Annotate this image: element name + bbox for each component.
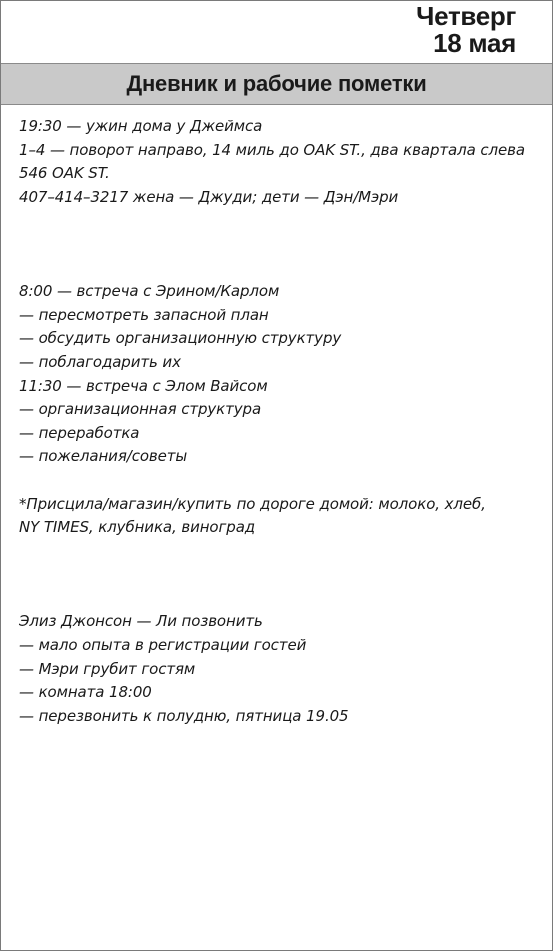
note-line-blank <box>19 587 539 611</box>
note-line-blank <box>19 233 539 257</box>
date-block <box>416 3 516 57</box>
note-line: 1–4 — поворот направо, 14 миль до OAK ST., два квартала слева <box>19 140 525 159</box>
note-line: *Присцила/магазин/купить по дороге домой: молоко, хлеб, <box>19 494 486 513</box>
note-line: 8:00 — встреча с Эрином/Карлом <box>19 282 280 301</box>
weekday-label: Четверг <box>416 1 516 31</box>
note-line: — организационная структура <box>19 400 262 419</box>
note-line: 19:30 — ужин дома у Джеймса <box>19 117 263 135</box>
note-line: — пересмотреть запасной план <box>19 305 269 324</box>
note-line: — пожелания/советы <box>19 447 188 466</box>
section-title: Дневник и рабочие пометки <box>126 71 427 96</box>
note-line: 546 OAK ST. <box>19 164 110 183</box>
note-line: — комната 18:00 <box>19 683 152 702</box>
note-line: Элиз Джонсон — Ли позвонить <box>19 612 263 631</box>
note-line: 407–414–3217 жена — Джуди; дети — Дэн/Мэри <box>19 187 399 206</box>
note-line-blank <box>19 209 539 233</box>
note-line-blank <box>19 257 539 281</box>
note-line: NY TIMES, клубника, виноград <box>19 518 256 537</box>
note-line: — мало опыта в регистрации гостей <box>19 636 307 655</box>
day-label: 18 мая <box>433 28 516 58</box>
note-line-blank <box>19 469 539 493</box>
note-line: — переработка <box>19 423 140 442</box>
note-line: — поблагодарить их <box>19 352 181 371</box>
notes-list <box>19 115 539 728</box>
note-line-blank <box>19 563 539 587</box>
section-header <box>1 63 552 105</box>
note-line: — перезвонить к полудню, пятница 19.05 <box>19 706 349 725</box>
note-line: — обсудить организационную структуру <box>19 329 342 348</box>
note-line: 11:30 — встреча с Элом Вайсом <box>19 376 268 395</box>
note-line: — Мэри грубит гостям <box>19 659 196 678</box>
note-line-blank <box>19 540 539 564</box>
